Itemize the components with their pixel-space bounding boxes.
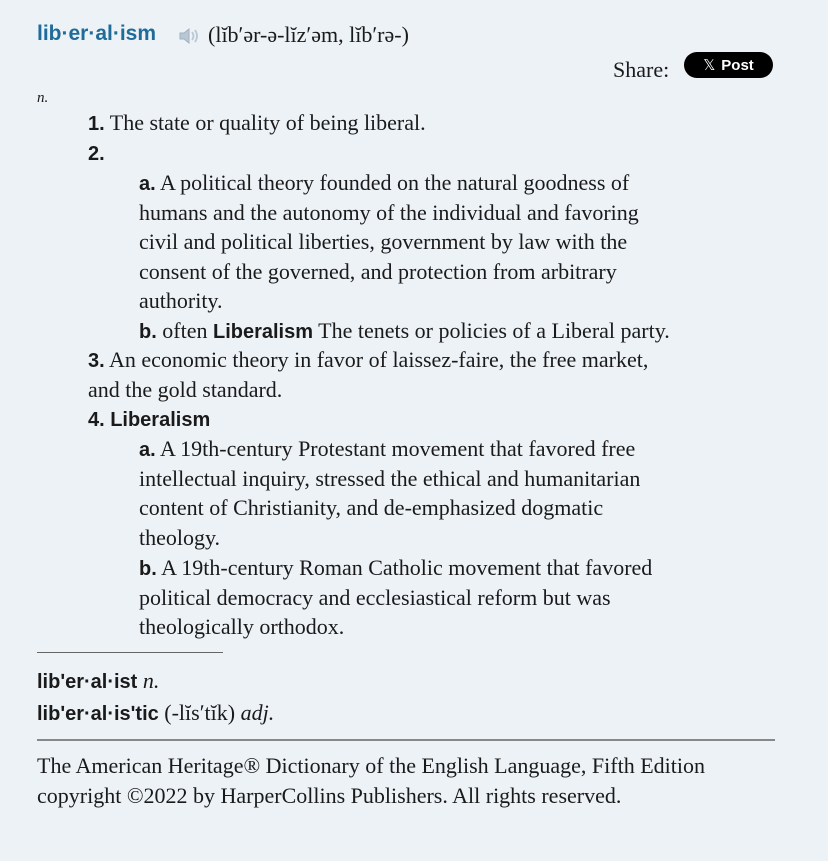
share-label: Share: — [613, 57, 670, 82]
sense-4a-line: theology. — [139, 524, 221, 550]
sense-4a-line: intellectual inquiry, stressed the ethical and humanitarian — [139, 465, 641, 491]
sense-number: 2. — [88, 143, 105, 165]
sense-4b-line: theologically orthodox. — [139, 614, 345, 639]
sense-number: 1. — [88, 113, 105, 135]
derived-pos: n. — [142, 668, 160, 693]
derived-form — [37, 698, 274, 730]
post-button-label: Post — [721, 56, 754, 74]
sense-2a-line: civil and political liberties, government by law with the — [139, 229, 628, 254]
headword: lib·er·al·ism — [37, 22, 157, 45]
pronunciation: (lĭbʹər-ə-lĭzʹəm, lĭbʹrə-) — [208, 22, 409, 47]
sense-number: 3. — [88, 350, 105, 372]
sense-4a-line: content of Christianity, and de-emphasized dogmatic — [139, 495, 604, 520]
derived-form — [37, 666, 159, 698]
part-of-speech: n. — [37, 90, 49, 106]
copyright-notice: The American Heritage® Dictionary of the English Language, Fifth Edition copyright ©2022 by HarperCollins Publishers. All rights reserved. — [37, 753, 705, 808]
derived-pos: adj. — [240, 700, 275, 725]
sense-text: A political theory founded on the natural goodness of — [159, 170, 630, 195]
sense-2b-line — [139, 316, 670, 348]
usage-label: often — [162, 317, 208, 343]
x-post-button[interactable] — [684, 52, 773, 78]
sense-text: The state or quality of being liberal. — [109, 110, 426, 135]
speaker-icon[interactable] — [178, 27, 202, 45]
derived-word: libʹer·al·isʹtic — [37, 703, 159, 725]
subsense-label: a. — [139, 439, 156, 461]
sense-4b-line: political democracy and ecclesiastical reform but was — [139, 584, 611, 610]
subsense-label: a. — [139, 173, 156, 195]
sense-term: Liberalism — [110, 409, 211, 431]
sense-4b-line — [139, 553, 652, 585]
derived-pron: (-lĭsʹtĭk) — [164, 700, 236, 725]
subsense-label: b. — [139, 558, 157, 580]
sense-2a-line: humans and the autonomy of the individual and favoring — [139, 199, 639, 225]
derived-word: libʹer·al·ist — [37, 671, 138, 693]
sense-number: 4. — [88, 409, 105, 431]
sense-1 — [88, 108, 426, 140]
sense-4 — [88, 404, 210, 436]
sense-2a-line: consent of the governed, and protection from arbitrary — [139, 258, 617, 284]
divider — [37, 652, 223, 653]
sense-text: The tenets or policies of a Liberal party. — [318, 317, 670, 343]
sense-2 — [88, 138, 105, 170]
sense-2a-line: authority. — [139, 288, 223, 313]
x-logo-icon: 𝕏 — [703, 57, 716, 74]
sense-text: A 19th-century Protestant movement that favored free — [159, 436, 636, 461]
subsense-label: b. — [139, 320, 157, 343]
divider — [37, 739, 775, 741]
sense-text: A 19th-century Roman Catholic movement that favored — [161, 555, 653, 580]
sense-4a-line — [139, 434, 635, 466]
sense-3-line — [88, 345, 648, 377]
sense-3-line: and the gold standard. — [88, 376, 283, 402]
sense-2a-line — [139, 168, 629, 200]
sense-text: An economic theory in favor of laissez-faire, the free market, — [108, 347, 649, 372]
sense-term: Liberalism — [212, 320, 314, 343]
